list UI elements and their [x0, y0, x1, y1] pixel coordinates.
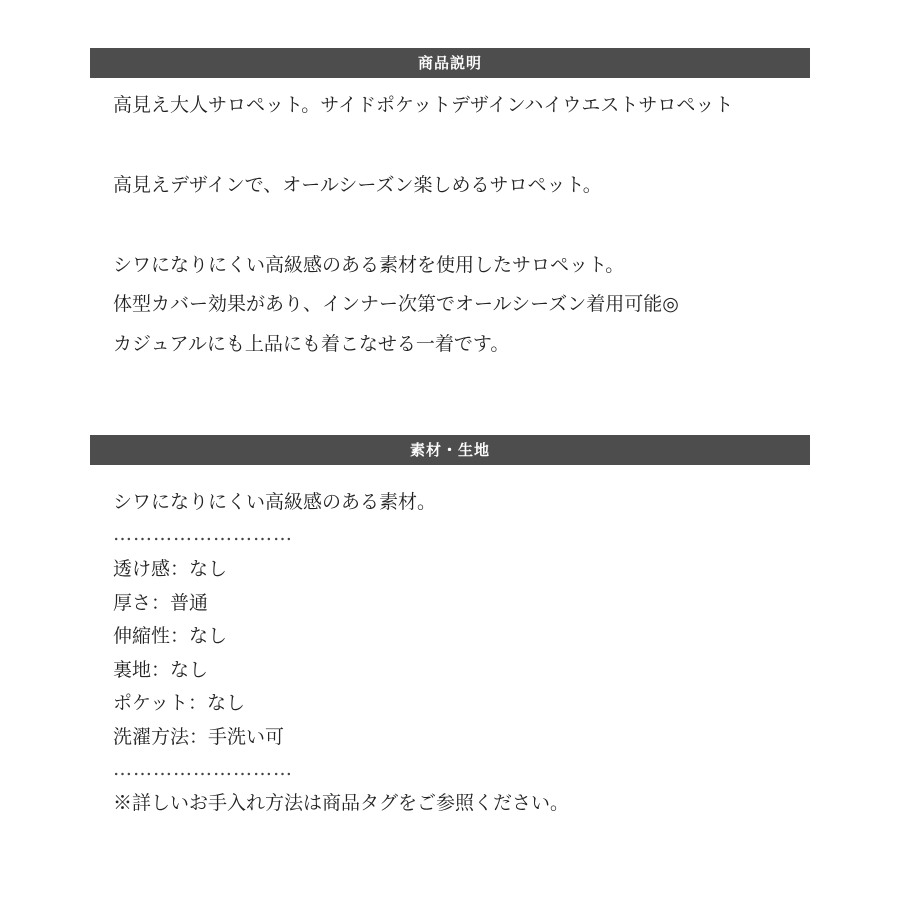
divider-bottom: ………………………: [113, 758, 293, 780]
divider-top: ………………………: [113, 523, 293, 545]
description-line-3: シワになりにくい高級感のある素材を使用したサロペット。: [113, 254, 625, 276]
material-intro: シワになりにくい高級感のある素材。: [113, 491, 437, 513]
spec-lining: 裏地：なし: [113, 659, 209, 681]
section-header-material: 素材・生地: [90, 435, 810, 465]
description-line-2: 高見えデザインで、オールシーズン楽しめるサロペット。: [113, 174, 602, 196]
spec-transparency: 透け感：なし: [113, 558, 228, 580]
spec-pocket: ポケット：なし: [113, 692, 246, 714]
spec-stretch: 伸縮性：なし: [113, 625, 228, 647]
section-header-description: 商品説明: [90, 48, 810, 78]
spec-thickness: 厚さ：普通: [113, 592, 209, 614]
description-line-5: カジュアルにも上品にも着こなせる一着です。: [113, 333, 510, 355]
care-note: ※詳しいお手入れ方法は商品タグをご参照ください。: [113, 792, 570, 814]
description-line-4: 体型カバー効果があり、インナー次第でオールシーズン着用可能◎: [113, 293, 679, 315]
spec-washing: 洗濯方法：手洗い可: [113, 726, 285, 748]
description-line-1: 高見え大人サロペット。サイドポケットデザインハイウエストサロペット: [113, 94, 734, 116]
